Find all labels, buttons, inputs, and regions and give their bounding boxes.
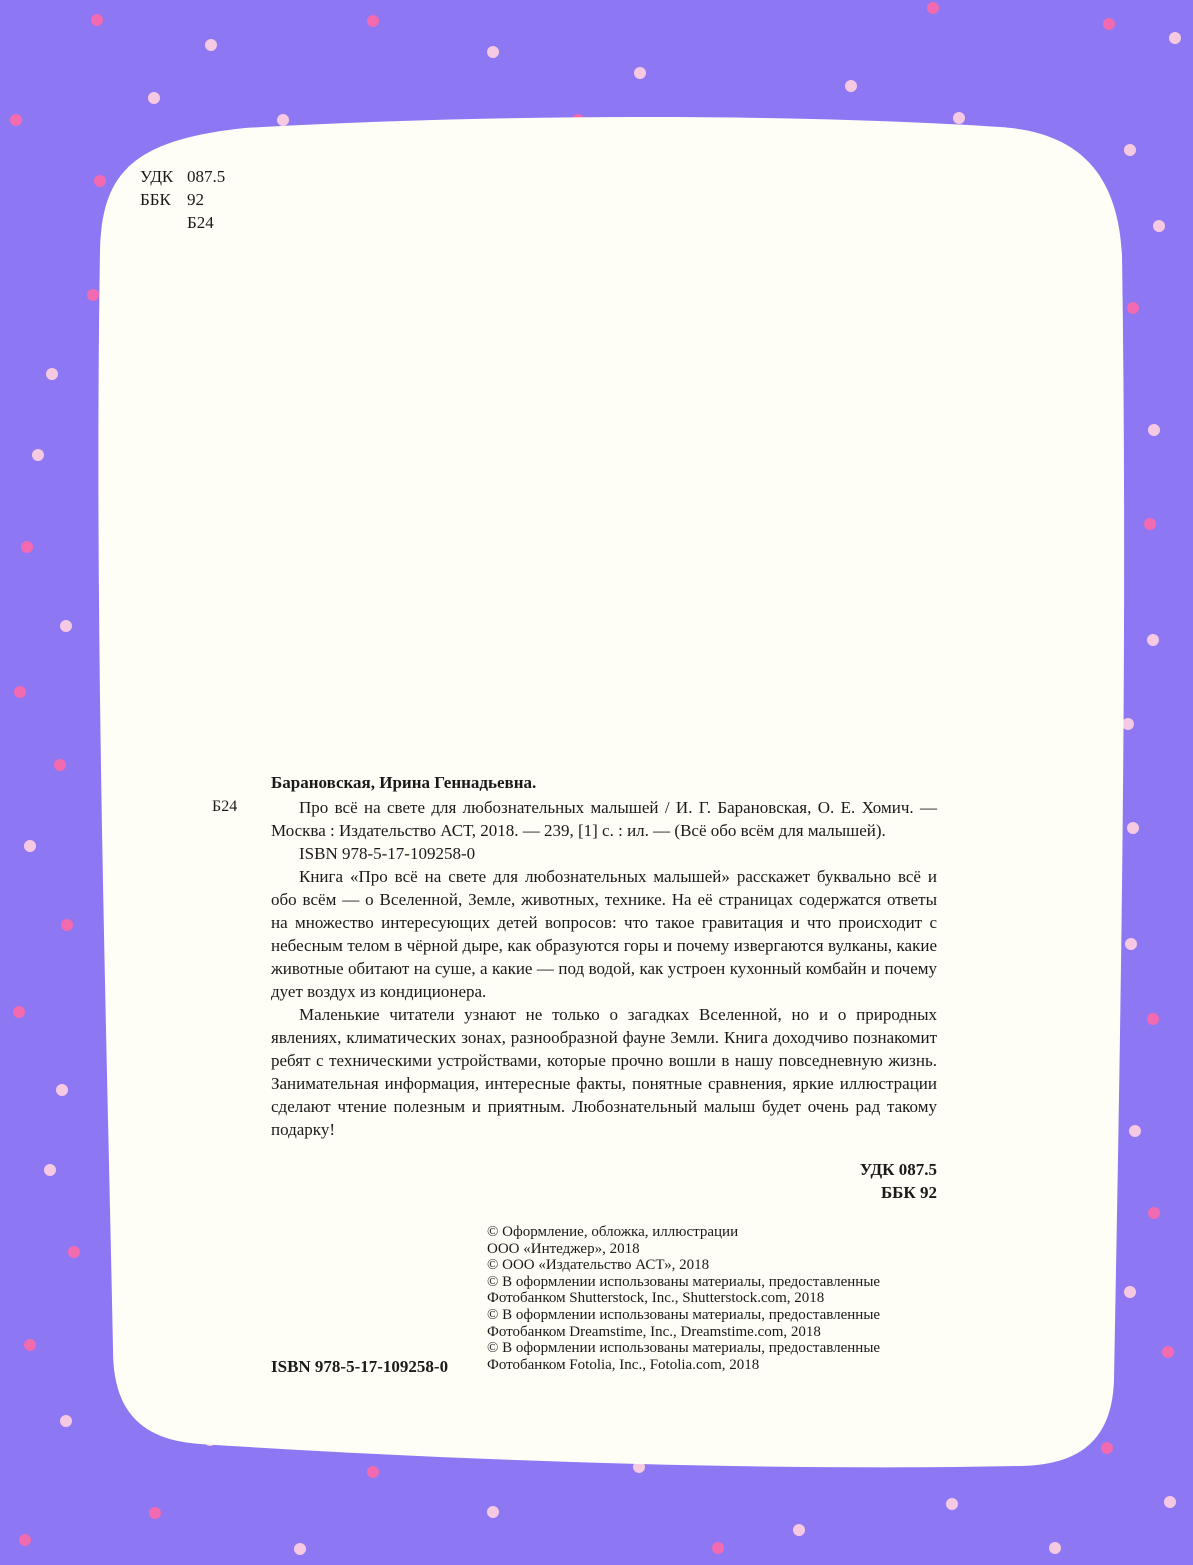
footer-codes <box>700 1158 937 1204</box>
copyright-line: Фотобанком Shutterstock, Inc., Shutterstock.com, 2018 <box>487 1290 825 1307</box>
udk-value: 087.5 <box>187 167 226 186</box>
annotation-paragraph-1: Книга «Про всё на свете для любознательных малышей» расскажет буквально всё и обо всём — о Вселенной, Земле, животных, технике. На её страницах содержатся ответы на множество интересующих детей вопросов: что такое гравитация и что происходит с небесным телом в чёрной дыре, как образуются горы и почему извергаются вулканы, какие животные обитают на суше, а какие — под водой, как устроен кухонный комбайн и почему дует воздух из кондиционера. <box>271 867 937 1001</box>
bibliographic-record <box>271 796 937 1141</box>
copyright-line: Фотобанком Fotolia, Inc., Fotolia.com, 2018 <box>487 1356 760 1373</box>
copyright-line: © В оформлении использованы материалы, предоставленные <box>487 1340 881 1357</box>
copyright-block <box>487 1224 880 1373</box>
bbk-label: ББК <box>140 190 171 209</box>
title-record: Про всё на свете для любознательных малышей / И. Г. Барановская, О. Е. Хомич. — Москва : Издательство АСТ, 2018. — 239, [1] с. : ил. — (Всё обо всём для малышей). <box>271 798 937 840</box>
footer-udk: УДК 087.5 <box>859 1160 937 1179</box>
footer-bbk: ББК 92 <box>880 1183 937 1202</box>
copyright-line: © Оформление, обложка, иллюстрации <box>487 1224 739 1240</box>
bbk-value: 92 <box>187 190 204 209</box>
author-mark: Б24 <box>187 213 214 232</box>
copyright-line: © В оформлении использованы материалы, предоставленные <box>487 1273 881 1290</box>
udk-label: УДК <box>140 167 174 186</box>
copyright-line: © В оформлении использованы материалы, предоставленные <box>487 1306 881 1323</box>
annotation-paragraph-2: Маленькие читатели узнают не только о загадках Вселенной, но и о природных явлениях, климатических зонах, разнообразной фауне Земли. Книга доходчиво познакомит ребят с техническими устройствами, которые прочно вошли в нашу повседневную жизнь. Занимательная информация, интересные факты, понятные сравнения, яркие иллюстрации сделают чтение полезным и приятным. Любознательный малыш будет очень рад такому подарку! <box>271 1005 937 1139</box>
catalog-side-mark: Б24 <box>212 798 238 815</box>
classification-codes <box>140 165 225 234</box>
copyright-line: Фотобанком Dreamstime, Inc., Dreamstime.com, 2018 <box>487 1323 821 1340</box>
isbn-line: ISBN 978-5-17-109258-0 <box>299 844 476 863</box>
isbn-footer: ISBN 978-5-17-109258-0 <box>271 1357 449 1376</box>
copyright-line: ООО «Интеджер», 2018 <box>487 1240 640 1257</box>
author-heading: Барановская, Ирина Геннадьевна. <box>271 773 537 792</box>
copyright-line: © ООО «Издательство АСТ», 2018 <box>487 1257 710 1274</box>
